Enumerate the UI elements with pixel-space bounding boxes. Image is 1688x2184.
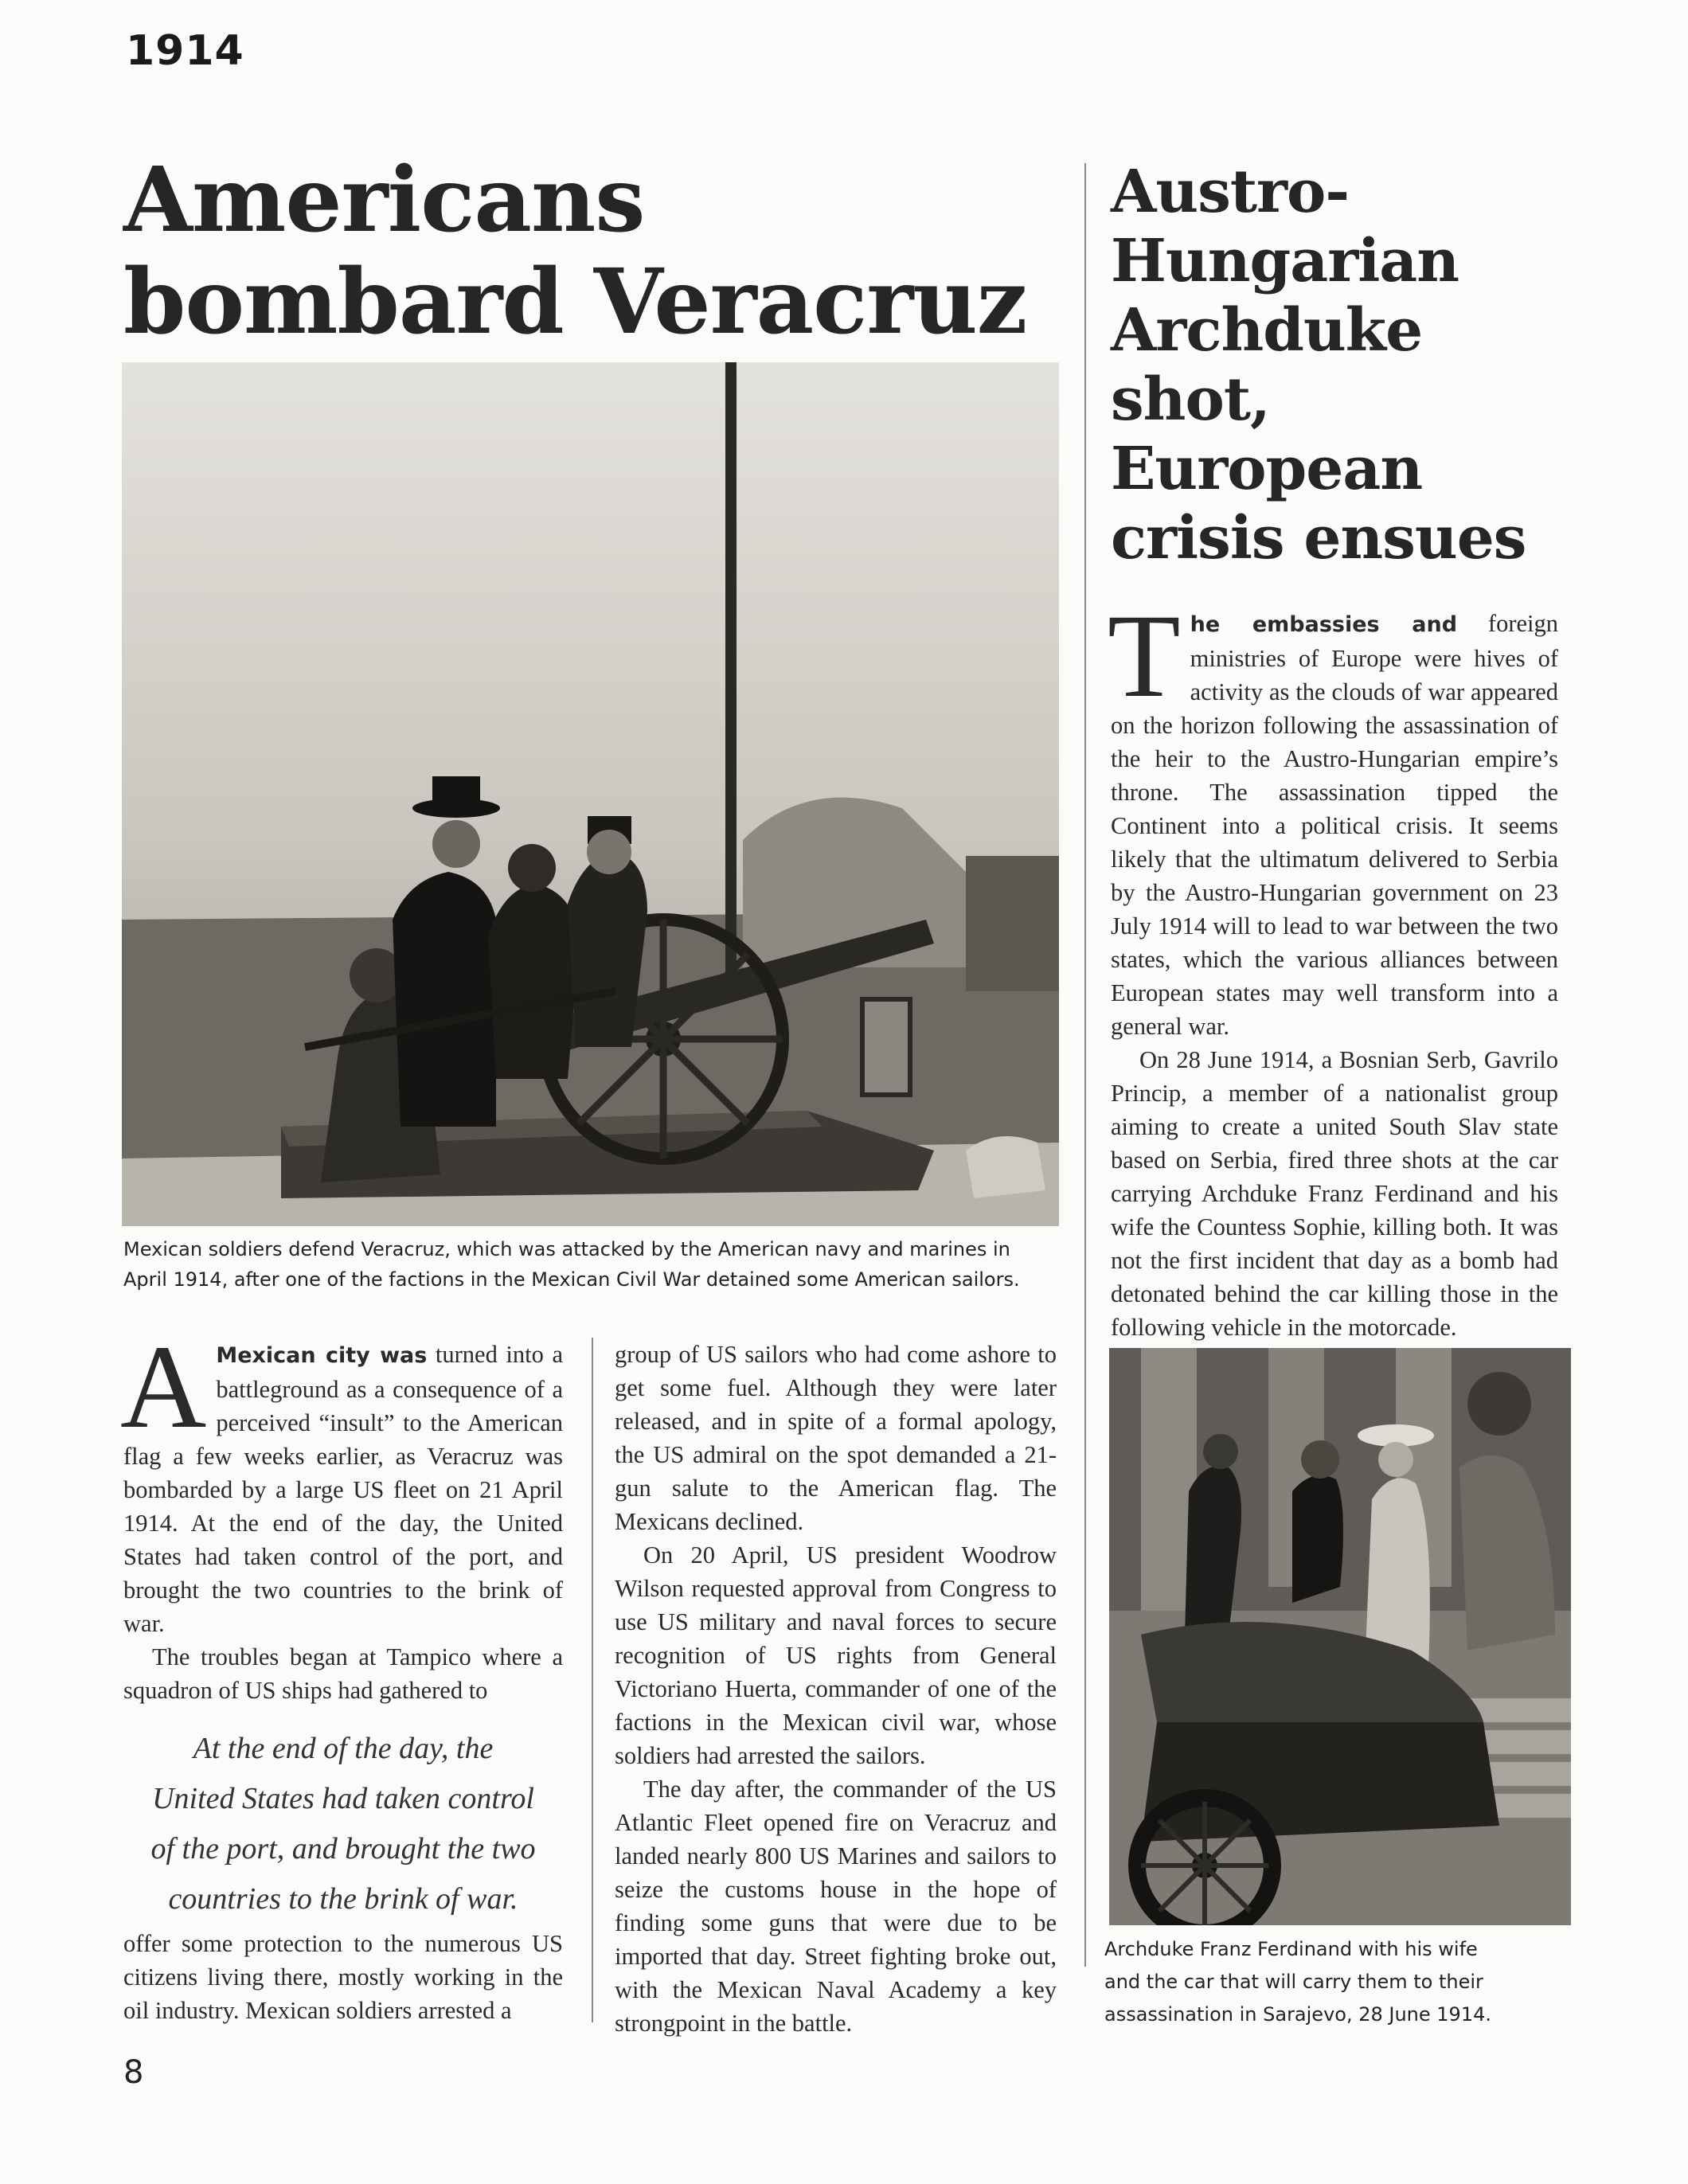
pullquote-line1: At the end of the day, the	[193, 1732, 494, 1765]
page-header-year: 1914	[126, 27, 244, 75]
veracruz-photo-caption	[123, 1234, 1063, 1295]
main-article-col2-p1: group of US sailors who had come ashore to get some fuel. Although they were later released, and in spite of a formal apology, the US admiral on the spot demanded a 21-gun salute to the American flag. The Mexicans declined.	[615, 1341, 1057, 1535]
side-article-p1: foreign ministries of Europe were hives of activity as the clouds of war appeared on the horizon following the assassination of the heir to the Austro-Hungarian empire’s throne. The assassination tipped the Continent into a political crisis. It seems likely that the ultimatum delivered to Serbia by the Austro-Hungarian government on 23 July 1914 will to lead to war between the two states, which the various alliances between European states may well transform into a general war.	[1111, 610, 1559, 1040]
side-headline-line2: Hungarian	[1111, 227, 1459, 295]
archduke-photo-caption	[1104, 1933, 1582, 2031]
side-article-lead: he embassies and	[1190, 612, 1458, 637]
main-article-col2-p2: On 20 April, US president Woodrow Wilson requested approval from Congress to use US military and naval forces to secure recognition of US rights from General Victoriano Huerta, commander of one of the factions in the Mexican civil war, whose soldiers had arrested the sailors.	[615, 1541, 1057, 1769]
side-headline-line1: Austro-	[1111, 158, 1350, 226]
side-article-p2: On 28 June 1914, a Bosnian Serb, Gavrilo Princip, a member of a nationalist group aiming to create a united South Slav state based on Serbia, fired three shots at the car carrying Archduke Franz Ferdinand and his wife the Countess Sophie, killing both. It was not the first incident that day as a bomb had detonated behind the car killing those in the following vehicle in the motorcade.	[1111, 1046, 1558, 1341]
main-headline	[123, 150, 1079, 354]
archduke-photo-illustration	[1109, 1348, 1571, 1925]
main-article-pullquote	[123, 1724, 563, 1924]
side-headline	[1111, 158, 1581, 573]
side-article-rule	[1084, 163, 1086, 1967]
archduke-caption-line1: Archduke Franz Ferdinand with his wife	[1104, 1938, 1478, 1960]
side-headline-line4: shot,	[1111, 365, 1270, 434]
main-headline-line2: bombard Veracruz	[123, 250, 1027, 354]
side-article-body	[1108, 590, 1559, 1344]
pullquote-line3: of the port, and brought the two	[150, 1832, 536, 1866]
main-article-col1-bottom	[123, 1927, 563, 2027]
side-headline-line6: crisis ensues	[1111, 504, 1526, 572]
main-article-p3: offer some protection to the numerous US citizens living there, mostly working in the oil industry. Mexican soldiers arrested a	[123, 1930, 563, 2024]
pullquote-line2: United States had taken control	[152, 1782, 534, 1815]
main-headline-line1: Americans	[123, 148, 645, 252]
main-article-col2-p3: The day after, the commander of the US Atlantic Fleet opened fire on Veracruz and landed nearly 800 US Marines and sailors to seize the customs house in the hope of finding some guns that were due to be imported that day. Street fighting broke out, with the Mexican Naval Academy a key strongpoint in the battle.	[615, 1776, 1057, 2037]
page-number: 8	[123, 2054, 144, 2091]
main-article-p1: turned into a battleground as a consequence of a perceived “insult” to the American flag a few weeks earlier, as Veracruz was bombarded by a large US fleet on 21 April 1914. At the end of the day, the United States had taken control of the port, and brought the two countries to the brink of war.	[123, 1341, 563, 1637]
veracruz-photo	[122, 362, 1059, 1226]
side-headline-line5: European	[1111, 435, 1423, 503]
archduke-caption-line2: and the car that will carry them to their	[1104, 1971, 1483, 1993]
main-article-dropcap: A	[120, 1321, 207, 1453]
pullquote-line4: countries to the brink of war.	[168, 1882, 518, 1916]
veracruz-caption-line1: Mexican soldiers defend Veracruz, which was attacked by the American navy and marines in	[123, 1238, 1010, 1260]
archduke-caption-line3: assassination in Sarajevo, 28 June 1914.	[1104, 2003, 1491, 2026]
veracruz-photo-illustration	[122, 362, 1059, 1226]
archduke-photo	[1109, 1348, 1571, 1925]
veracruz-caption-line2: April 1914, after one of the factions in the Mexican Civil War detained some American sailors.	[123, 1268, 1020, 1291]
main-article-p2: The troubles began at Tampico where a squadron of US ships had gathered to	[123, 1643, 563, 1704]
main-article-col2	[615, 1338, 1057, 2040]
main-article-col1-top	[120, 1321, 563, 1707]
main-column-rule	[592, 1338, 593, 2022]
main-article-lead: Mexican city was	[216, 1343, 428, 1368]
side-article-dropcap: T	[1108, 590, 1181, 722]
side-headline-line3: Archduke	[1111, 296, 1423, 365]
